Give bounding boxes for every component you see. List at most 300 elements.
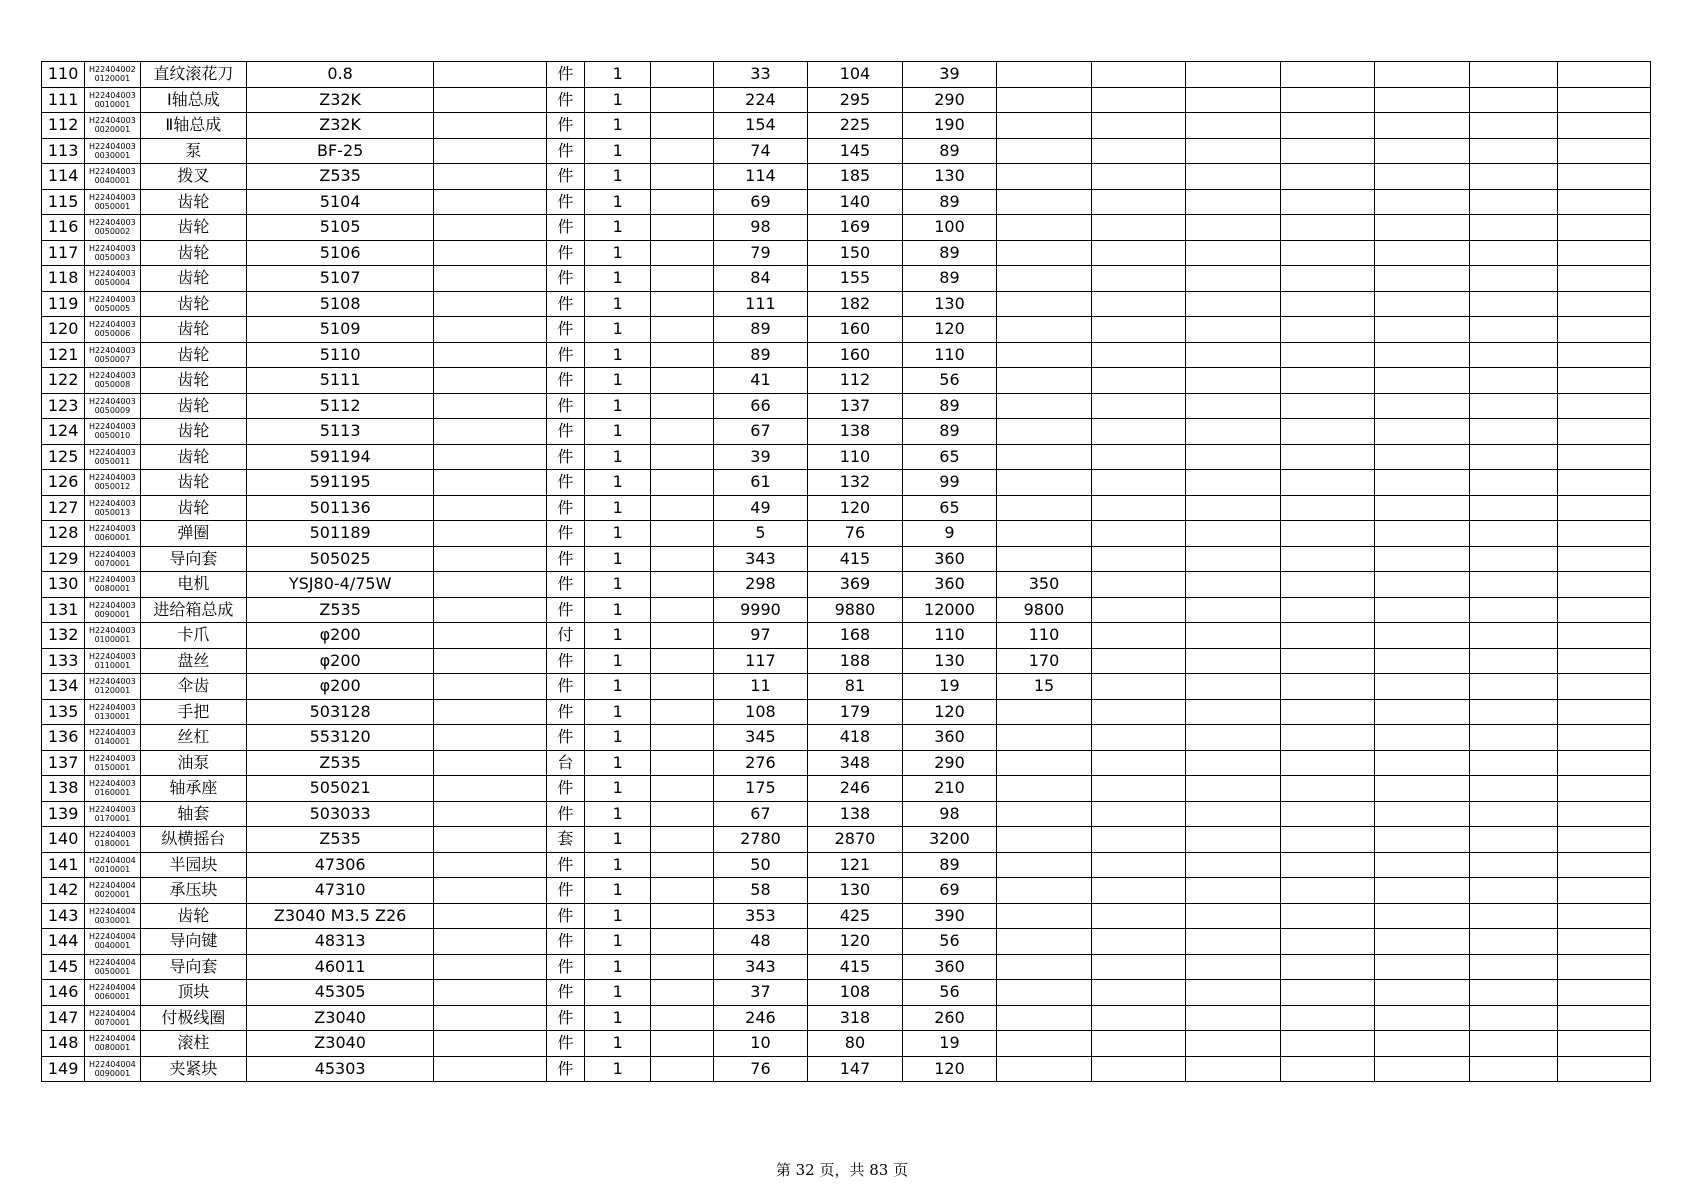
cell-col-blank-1 [434, 368, 547, 394]
cell-unit: 件 [546, 572, 584, 598]
cell-col-blank-4 [1186, 240, 1281, 266]
cell-col-blank-7 [1469, 1005, 1557, 1031]
cell-part-spec: 0.8 [247, 62, 434, 88]
table-body [42, 62, 1651, 1082]
cell-part-name: 伞齿 [140, 674, 247, 700]
cell-col-blank-8 [1558, 470, 1651, 496]
cell-price-2: 150 [808, 240, 903, 266]
cell-col-blank-5 [1280, 878, 1375, 904]
cell-item-code: H22404003 0050009 [85, 393, 140, 419]
cell-col-blank-2 [651, 648, 713, 674]
cell-part-spec: 503128 [247, 699, 434, 725]
cell-part-spec: 5111 [247, 368, 434, 394]
cell-price-1: 79 [713, 240, 808, 266]
cell-quantity: 1 [584, 878, 650, 904]
cell-price-1: 246 [713, 1005, 808, 1031]
cell-col-blank-7 [1469, 776, 1557, 802]
cell-col-blank-3 [1091, 546, 1186, 572]
cell-col-blank-5 [1280, 572, 1375, 598]
cell-row-number: 118 [42, 266, 85, 292]
cell-part-spec: φ200 [247, 674, 434, 700]
cell-price-3: 56 [902, 368, 997, 394]
cell-col-blank-4 [1186, 725, 1281, 751]
cell-row-number: 149 [42, 1056, 85, 1082]
cell-col-blank-4 [1186, 470, 1281, 496]
cell-price-4 [997, 368, 1092, 394]
cell-col-blank-3 [1091, 215, 1186, 241]
cell-price-4 [997, 419, 1092, 445]
cell-price-1: 61 [713, 470, 808, 496]
cell-col-blank-2 [651, 419, 713, 445]
cell-price-3: 120 [902, 317, 997, 343]
cell-row-number: 119 [42, 291, 85, 317]
cell-price-3: 190 [902, 113, 997, 139]
cell-col-blank-6 [1375, 546, 1470, 572]
cell-part-name: 泵 [140, 138, 247, 164]
cell-row-number: 110 [42, 62, 85, 88]
cell-price-4 [997, 393, 1092, 419]
cell-quantity: 1 [584, 929, 650, 955]
cell-price-1: 48 [713, 929, 808, 955]
table-row [42, 1005, 1651, 1031]
cell-row-number: 141 [42, 852, 85, 878]
cell-price-1: 98 [713, 215, 808, 241]
cell-price-1: 89 [713, 317, 808, 343]
cell-part-name: 齿轮 [140, 903, 247, 929]
cell-unit: 件 [546, 521, 584, 547]
table-row [42, 980, 1651, 1006]
cell-col-blank-3 [1091, 954, 1186, 980]
cell-price-4 [997, 164, 1092, 190]
cell-col-blank-2 [651, 852, 713, 878]
cell-row-number: 137 [42, 750, 85, 776]
cell-unit: 件 [546, 291, 584, 317]
cell-price-2: 160 [808, 317, 903, 343]
table-row [42, 62, 1651, 88]
cell-price-2: 108 [808, 980, 903, 1006]
cell-part-spec: Z3040 [247, 1005, 434, 1031]
cell-part-name: 半园块 [140, 852, 247, 878]
cell-row-number: 114 [42, 164, 85, 190]
cell-col-blank-2 [651, 62, 713, 88]
cell-unit: 件 [546, 725, 584, 751]
cell-col-blank-4 [1186, 878, 1281, 904]
table-row [42, 113, 1651, 139]
cell-col-blank-8 [1558, 546, 1651, 572]
cell-col-blank-1 [434, 215, 547, 241]
cell-col-blank-1 [434, 1031, 547, 1057]
cell-part-spec: Z535 [247, 750, 434, 776]
cell-col-blank-2 [651, 801, 713, 827]
cell-col-blank-7 [1469, 62, 1557, 88]
cell-col-blank-4 [1186, 929, 1281, 955]
cell-part-name: 导向套 [140, 954, 247, 980]
cell-price-3: 89 [902, 189, 997, 215]
cell-col-blank-7 [1469, 725, 1557, 751]
cell-price-2: 121 [808, 852, 903, 878]
cell-price-2: 147 [808, 1056, 903, 1082]
cell-quantity: 1 [584, 317, 650, 343]
cell-part-spec: BF-25 [247, 138, 434, 164]
cell-item-code: H22404004 0090001 [85, 1056, 140, 1082]
cell-col-blank-6 [1375, 368, 1470, 394]
cell-col-blank-3 [1091, 62, 1186, 88]
cell-col-blank-6 [1375, 317, 1470, 343]
cell-col-blank-7 [1469, 572, 1557, 598]
cell-item-code: H22404003 0020001 [85, 113, 140, 139]
cell-part-name: 轴套 [140, 801, 247, 827]
cell-row-number: 139 [42, 801, 85, 827]
cell-col-blank-8 [1558, 189, 1651, 215]
cell-price-1: 154 [713, 113, 808, 139]
cell-col-blank-3 [1091, 419, 1186, 445]
cell-part-name: 直纹滚花刀 [140, 62, 247, 88]
cell-unit: 件 [546, 266, 584, 292]
cell-unit: 付 [546, 623, 584, 649]
cell-item-code: H22404002 0120001 [85, 62, 140, 88]
cell-price-2: 415 [808, 954, 903, 980]
cell-col-blank-3 [1091, 674, 1186, 700]
cell-price-4 [997, 1005, 1092, 1031]
cell-col-blank-7 [1469, 291, 1557, 317]
table-row [42, 750, 1651, 776]
cell-row-number: 111 [42, 87, 85, 113]
cell-price-4 [997, 495, 1092, 521]
cell-col-blank-2 [651, 240, 713, 266]
cell-part-spec: 505025 [247, 546, 434, 572]
cell-unit: 件 [546, 393, 584, 419]
cell-price-2: 168 [808, 623, 903, 649]
cell-price-4 [997, 215, 1092, 241]
cell-col-blank-6 [1375, 113, 1470, 139]
cell-price-3: 89 [902, 393, 997, 419]
cell-price-4 [997, 1031, 1092, 1057]
cell-col-blank-5 [1280, 240, 1375, 266]
cell-col-blank-2 [651, 317, 713, 343]
cell-col-blank-3 [1091, 138, 1186, 164]
cell-price-3: 19 [902, 1031, 997, 1057]
cell-unit: 件 [546, 878, 584, 904]
cell-col-blank-1 [434, 648, 547, 674]
cell-price-2: 348 [808, 750, 903, 776]
cell-price-4 [997, 878, 1092, 904]
cell-price-1: 41 [713, 368, 808, 394]
cell-price-3: 360 [902, 725, 997, 751]
cell-col-blank-7 [1469, 470, 1557, 496]
cell-price-3: 56 [902, 980, 997, 1006]
cell-col-blank-3 [1091, 980, 1186, 1006]
cell-row-number: 115 [42, 189, 85, 215]
cell-col-blank-5 [1280, 266, 1375, 292]
cell-unit: 台 [546, 750, 584, 776]
cell-col-blank-5 [1280, 725, 1375, 751]
cell-row-number: 134 [42, 674, 85, 700]
cell-quantity: 1 [584, 342, 650, 368]
cell-unit: 件 [546, 903, 584, 929]
cell-col-blank-7 [1469, 87, 1557, 113]
cell-col-blank-2 [651, 827, 713, 853]
cell-col-blank-2 [651, 929, 713, 955]
cell-quantity: 1 [584, 240, 650, 266]
cell-row-number: 140 [42, 827, 85, 853]
cell-part-spec: 5106 [247, 240, 434, 266]
cell-price-2: 112 [808, 368, 903, 394]
cell-col-blank-1 [434, 444, 547, 470]
cell-part-spec: 591194 [247, 444, 434, 470]
cell-part-spec: 5108 [247, 291, 434, 317]
cell-col-blank-7 [1469, 623, 1557, 649]
cell-price-2: 76 [808, 521, 903, 547]
cell-col-blank-3 [1091, 776, 1186, 802]
cell-part-spec: 47306 [247, 852, 434, 878]
cell-item-code: H22404004 0040001 [85, 929, 140, 955]
cell-part-spec: 5110 [247, 342, 434, 368]
cell-col-blank-6 [1375, 954, 1470, 980]
cell-col-blank-6 [1375, 291, 1470, 317]
cell-item-code: H22404003 0100001 [85, 623, 140, 649]
cell-col-blank-8 [1558, 852, 1651, 878]
cell-unit: 件 [546, 776, 584, 802]
cell-item-code: H22404004 0030001 [85, 903, 140, 929]
cell-part-spec: 501189 [247, 521, 434, 547]
cell-unit: 件 [546, 138, 584, 164]
cell-part-name: 导向键 [140, 929, 247, 955]
cell-col-blank-2 [651, 597, 713, 623]
cell-col-blank-2 [651, 903, 713, 929]
cell-item-code: H22404003 0050012 [85, 470, 140, 496]
cell-col-blank-8 [1558, 699, 1651, 725]
cell-price-2: 132 [808, 470, 903, 496]
cell-part-name: 齿轮 [140, 393, 247, 419]
cell-part-spec: Z32K [247, 87, 434, 113]
cell-part-name: 齿轮 [140, 368, 247, 394]
cell-row-number: 133 [42, 648, 85, 674]
cell-col-blank-4 [1186, 215, 1281, 241]
cell-quantity: 1 [584, 1031, 650, 1057]
cell-price-1: 39 [713, 444, 808, 470]
cell-quantity: 1 [584, 215, 650, 241]
cell-col-blank-8 [1558, 87, 1651, 113]
cell-col-blank-4 [1186, 674, 1281, 700]
cell-price-4 [997, 954, 1092, 980]
cell-col-blank-2 [651, 674, 713, 700]
cell-col-blank-3 [1091, 827, 1186, 853]
cell-unit: 件 [546, 546, 584, 572]
cell-col-blank-1 [434, 189, 547, 215]
cell-row-number: 135 [42, 699, 85, 725]
cell-col-blank-6 [1375, 240, 1470, 266]
cell-col-blank-8 [1558, 138, 1651, 164]
cell-col-blank-6 [1375, 801, 1470, 827]
cell-col-blank-8 [1558, 980, 1651, 1006]
cell-col-blank-8 [1558, 368, 1651, 394]
cell-unit: 件 [546, 444, 584, 470]
cell-row-number: 126 [42, 470, 85, 496]
cell-price-2: 80 [808, 1031, 903, 1057]
cell-col-blank-5 [1280, 368, 1375, 394]
cell-price-4 [997, 240, 1092, 266]
cell-part-name: 齿轮 [140, 342, 247, 368]
cell-col-blank-3 [1091, 929, 1186, 955]
cell-col-blank-4 [1186, 342, 1281, 368]
cell-unit: 件 [546, 62, 584, 88]
cell-price-4 [997, 189, 1092, 215]
cell-col-blank-1 [434, 470, 547, 496]
cell-price-1: 114 [713, 164, 808, 190]
cell-part-spec: Z3040 M3.5 Z26 [247, 903, 434, 929]
cell-col-blank-7 [1469, 878, 1557, 904]
cell-unit: 件 [546, 674, 584, 700]
cell-row-number: 127 [42, 495, 85, 521]
cell-col-blank-1 [434, 393, 547, 419]
cell-col-blank-1 [434, 750, 547, 776]
cell-price-1: 345 [713, 725, 808, 751]
cell-part-name: 进给箱总成 [140, 597, 247, 623]
cell-col-blank-5 [1280, 419, 1375, 445]
cell-col-blank-8 [1558, 342, 1651, 368]
cell-item-code: H22404003 0080001 [85, 572, 140, 598]
cell-price-1: 76 [713, 1056, 808, 1082]
cell-row-number: 136 [42, 725, 85, 751]
cell-col-blank-6 [1375, 674, 1470, 700]
cell-price-1: 9990 [713, 597, 808, 623]
cell-part-name: Ⅱ轴总成 [140, 113, 247, 139]
cell-col-blank-5 [1280, 648, 1375, 674]
cell-col-blank-6 [1375, 266, 1470, 292]
cell-col-blank-6 [1375, 419, 1470, 445]
cell-part-name: 齿轮 [140, 317, 247, 343]
cell-col-blank-4 [1186, 801, 1281, 827]
cell-unit: 件 [546, 1031, 584, 1057]
cell-col-blank-5 [1280, 138, 1375, 164]
cell-col-blank-5 [1280, 597, 1375, 623]
cell-part-spec: 591195 [247, 470, 434, 496]
cell-unit: 件 [546, 648, 584, 674]
cell-item-code: H22404004 0060001 [85, 980, 140, 1006]
cell-item-code: H22404003 0050007 [85, 342, 140, 368]
cell-price-2: 418 [808, 725, 903, 751]
cell-price-1: 33 [713, 62, 808, 88]
cell-unit: 件 [546, 470, 584, 496]
cell-item-code: H22404003 0060001 [85, 521, 140, 547]
cell-col-blank-5 [1280, 903, 1375, 929]
cell-quantity: 1 [584, 266, 650, 292]
cell-quantity: 1 [584, 1056, 650, 1082]
cell-price-4 [997, 725, 1092, 751]
cell-col-blank-6 [1375, 648, 1470, 674]
cell-price-1: 97 [713, 623, 808, 649]
cell-price-3: 110 [902, 342, 997, 368]
cell-price-3: 9 [902, 521, 997, 547]
cell-col-blank-1 [434, 546, 547, 572]
cell-price-4 [997, 444, 1092, 470]
cell-col-blank-6 [1375, 725, 1470, 751]
cell-col-blank-4 [1186, 750, 1281, 776]
cell-part-name: 齿轮 [140, 240, 247, 266]
cell-price-1: 111 [713, 291, 808, 317]
cell-price-1: 11 [713, 674, 808, 700]
table-row [42, 444, 1651, 470]
cell-col-blank-7 [1469, 648, 1557, 674]
cell-col-blank-5 [1280, 444, 1375, 470]
cell-col-blank-4 [1186, 648, 1281, 674]
cell-col-blank-6 [1375, 470, 1470, 496]
cell-col-blank-8 [1558, 444, 1651, 470]
cell-col-blank-7 [1469, 495, 1557, 521]
cell-part-name: 承压块 [140, 878, 247, 904]
cell-col-blank-4 [1186, 1005, 1281, 1031]
cell-col-blank-6 [1375, 1031, 1470, 1057]
cell-col-blank-8 [1558, 776, 1651, 802]
cell-col-blank-2 [651, 189, 713, 215]
cell-row-number: 123 [42, 393, 85, 419]
cell-part-name: 齿轮 [140, 470, 247, 496]
cell-col-blank-3 [1091, 725, 1186, 751]
cell-price-4 [997, 87, 1092, 113]
cell-col-blank-6 [1375, 980, 1470, 1006]
cell-col-blank-8 [1558, 240, 1651, 266]
cell-col-blank-5 [1280, 1031, 1375, 1057]
table-row [42, 87, 1651, 113]
cell-price-2: 318 [808, 1005, 903, 1031]
cell-col-blank-6 [1375, 827, 1470, 853]
cell-part-spec: 503033 [247, 801, 434, 827]
cell-col-blank-3 [1091, 240, 1186, 266]
cell-row-number: 120 [42, 317, 85, 343]
cell-price-1: 117 [713, 648, 808, 674]
cell-col-blank-8 [1558, 623, 1651, 649]
cell-price-2: 225 [808, 113, 903, 139]
cell-col-blank-1 [434, 419, 547, 445]
cell-col-blank-8 [1558, 929, 1651, 955]
cell-col-blank-1 [434, 62, 547, 88]
cell-col-blank-6 [1375, 750, 1470, 776]
cell-price-4 [997, 113, 1092, 139]
cell-price-2: 9880 [808, 597, 903, 623]
cell-price-2: 110 [808, 444, 903, 470]
cell-col-blank-6 [1375, 878, 1470, 904]
cell-col-blank-1 [434, 801, 547, 827]
cell-col-blank-3 [1091, 393, 1186, 419]
cell-col-blank-6 [1375, 1056, 1470, 1082]
cell-col-blank-3 [1091, 470, 1186, 496]
cell-part-name: 齿轮 [140, 266, 247, 292]
cell-part-name: 纵横摇台 [140, 827, 247, 853]
cell-quantity: 1 [584, 393, 650, 419]
cell-col-blank-8 [1558, 1056, 1651, 1082]
cell-price-3: 89 [902, 240, 997, 266]
cell-col-blank-1 [434, 87, 547, 113]
cell-price-2: 182 [808, 291, 903, 317]
cell-quantity: 1 [584, 648, 650, 674]
cell-unit: 件 [546, 317, 584, 343]
cell-price-3: 210 [902, 776, 997, 802]
cell-part-spec: φ200 [247, 623, 434, 649]
cell-unit: 件 [546, 597, 584, 623]
cell-col-blank-1 [434, 572, 547, 598]
cell-col-blank-1 [434, 113, 547, 139]
cell-col-blank-7 [1469, 444, 1557, 470]
cell-unit: 件 [546, 368, 584, 394]
cell-price-4 [997, 317, 1092, 343]
cell-part-name: 齿轮 [140, 444, 247, 470]
cell-price-4 [997, 342, 1092, 368]
cell-col-blank-5 [1280, 699, 1375, 725]
cell-col-blank-4 [1186, 62, 1281, 88]
cell-col-blank-1 [434, 1056, 547, 1082]
cell-col-blank-4 [1186, 980, 1281, 1006]
cell-col-blank-3 [1091, 317, 1186, 343]
